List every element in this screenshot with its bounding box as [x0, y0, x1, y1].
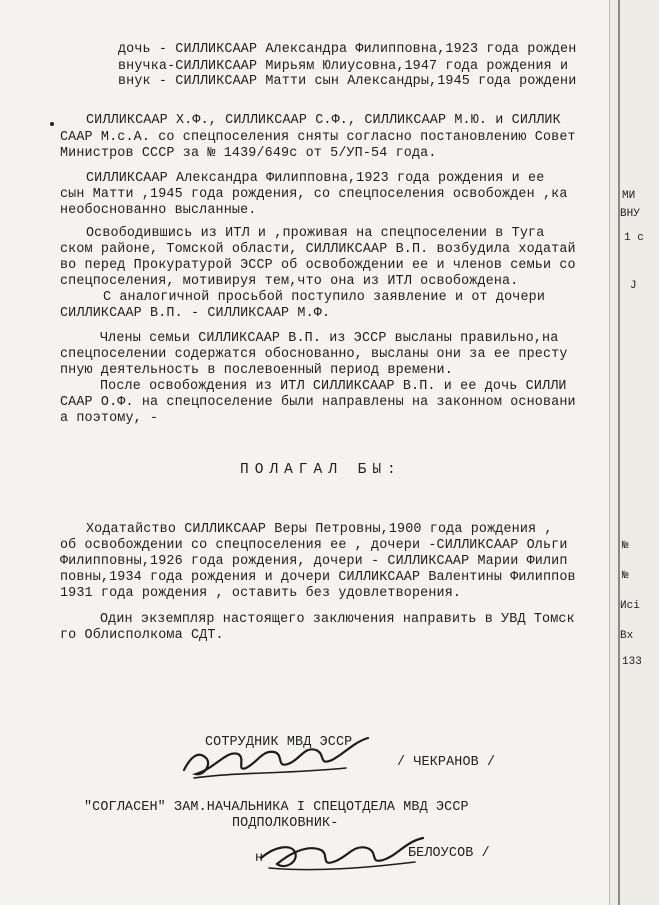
- margin-fragment: Вх: [620, 630, 634, 642]
- text-line: повны,1934 года рождения и дочери СИЛЛИКСААР Валентины Филиппов: [60, 570, 576, 585]
- section-heading: ПОЛАГАЛ БЫ:: [240, 462, 402, 478]
- margin-fragment: Исі: [620, 600, 640, 612]
- text-line: пную деятельность в послевоенный период времени.: [60, 363, 453, 378]
- family-line: внучка-СИЛЛИКСААР Мирьям Юлиусовна,1947 года рождения и: [118, 59, 569, 74]
- margin-fragment: J: [630, 280, 637, 292]
- text-line: СААР О.Ф. на спецпоселение были направлены на законном основани: [60, 395, 576, 410]
- adjacent-page-edge: [609, 0, 659, 905]
- margin-fragment: ВНУ: [620, 208, 640, 220]
- approval-signature-icon: [255, 818, 430, 880]
- page-fold-line: [618, 0, 620, 905]
- text-line: Члены семьи СИЛЛИКСААР В.П. из ЭССР высланы правильно,на: [100, 331, 559, 346]
- signature-initial: н: [255, 851, 264, 866]
- margin-fragment: МИ: [622, 190, 636, 202]
- text-line: 1931 года рождения , оставить без удовлетворения.: [60, 586, 462, 601]
- text-line: СИЛЛИКСААР Александра Филипповна,1923 года рождения и ее: [86, 171, 545, 186]
- officer-title: СОТРУДНИК МВД ЭССР: [205, 735, 353, 750]
- text-line: спецпоселении содержатся обоснованно, высланы они за ее престу: [60, 347, 568, 362]
- text-line: Ходатайство СИЛЛИКСААР Веры Петровны,1900 года рождения ,: [86, 522, 553, 537]
- text-line: После освобождения из ИТЛ СИЛЛИКСААР В.П. и ее дочь СИЛЛИ: [100, 379, 567, 394]
- margin-fragment: 1 с: [624, 232, 644, 244]
- text-line: об освобождении со спецпоселения ее , дочери -СИЛЛИКСААР Ольги: [60, 538, 568, 553]
- text-line: СИЛЛИКСААР В.П. - СИЛЛИКСААР М.Ф.: [60, 306, 331, 321]
- text-line: во перед Прокуратурой ЭССР об освобождении ее и членов семьи со: [60, 258, 576, 273]
- margin-fragment: 133: [622, 656, 642, 668]
- text-line: ском районе, Томской области, СИЛЛИКСААР В.П. возбудила ходатай: [60, 242, 576, 257]
- margin-fragment: №: [622, 570, 629, 582]
- text-line: Филипповны,1926 года рождения, дочери - СИЛЛИКСААР Марии Филип: [60, 554, 568, 569]
- approval-name: БЕЛОУСОВ /: [408, 846, 490, 861]
- text-line: спецпоселения, мотивируя тем,что она из ИТЛ освобождена.: [60, 274, 519, 289]
- text-line: го Облисполкома СДТ.: [60, 628, 224, 643]
- approval-rank: ПОДПОЛКОВНИК-: [232, 816, 339, 831]
- text-line: СИЛЛИКСААР Х.Ф., СИЛЛИКСААР С.Ф., СИЛЛИКСААР М.Ю. и СИЛЛИК: [86, 113, 561, 128]
- family-line: внук - СИЛЛИКСААР Матти сын Александры,1945 года рождени: [118, 74, 577, 89]
- margin-fragment: №: [622, 540, 629, 552]
- text-line: С аналогичной просьбой поступило заявление и от дочери: [103, 290, 546, 305]
- text-line: Освободившись из ИТЛ и ,проживая на спецпоселении в Туга: [86, 226, 545, 241]
- officer-name: / ЧЕКРАНОВ /: [397, 755, 496, 770]
- text-line: Один экземпляр настоящего заключения направить в УВД Томск: [100, 612, 575, 627]
- text-line: а поэтому, -: [60, 411, 159, 426]
- text-line: СААР М.с.А. со спецпоселения сняты согласно постановлению Совет: [60, 130, 576, 145]
- punch-dot: [50, 122, 54, 126]
- family-line: дочь - СИЛЛИКСААР Александра Филипповна,1923 года рожден: [118, 42, 577, 57]
- officer-signature-icon: [176, 728, 376, 788]
- text-line: сын Матти ,1945 года рождения, со спецпоселения освобожден ,ка: [60, 187, 568, 202]
- text-line: Министров СССР за № 1439/649с от 5/УП-54 года.: [60, 146, 437, 161]
- approval-line: "СОГЛАСЕН" ЗАМ.НАЧАЛЬНИКА I СПЕЦОТДЕЛА МВД ЭССР: [84, 800, 469, 815]
- text-line: необоснованно высланные.: [60, 203, 257, 218]
